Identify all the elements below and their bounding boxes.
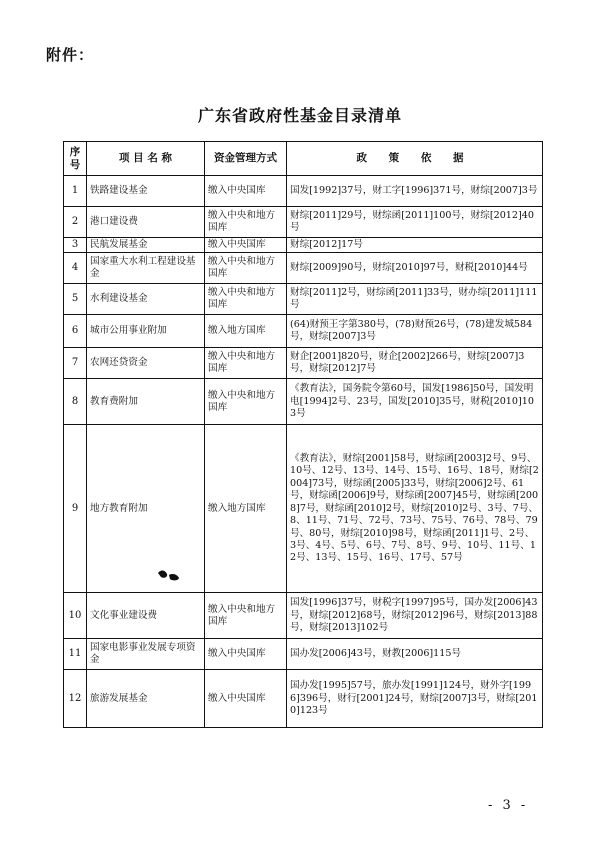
table-row — [64, 670, 543, 728]
row-name: 农网还贷资金 — [87, 348, 205, 379]
row-seq: 11 — [64, 639, 87, 670]
row-basis: 财综[2011]29号，财综函[2011]100号，财综[2012]40号 — [287, 207, 543, 238]
row-mode: 缴入中央国库 — [205, 238, 287, 253]
table-row — [64, 593, 543, 639]
row-basis: 国办发[1995]57号，旅办发[1991]124号，财外字[1996]396号，财行[2001]24号，财综[2007]3号，财综[2010]123号 — [287, 670, 543, 728]
row-basis: 《教育法》，财综[2001]58号，财综函[2003]2号、9号、10号、12号、13号、14号、15号、16号、18号，财综[2004]73号，财综函[2005]33号，财综[2006]2号、61号，财综函[2006]9号，财综函[2007]45号，财综函[2008]7号，财综函[2010]2号，财综[2010]2号、3号、7号、8、11号、71号、72号、73号、75号、76号、78号、79号、80号，财综[2010]98号，财综函[2011]1号、2号、3号、4号、5号、6号、7号、8号、9号、10号、11号、12号、13号、15号、16号、17号、57号 — [287, 425, 543, 593]
row-seq: 6 — [64, 315, 87, 348]
row-basis: 国发[1996]37号，财税字[1997]95号，国办发[2006]43号，财综[2012]68号，财综[2012]96号，财综[2013]88号，财综[2013]102号 — [287, 593, 543, 639]
row-mode: 缴入中央和地方国库 — [205, 379, 287, 425]
row-name: 国家重大水利工程建设基金 — [87, 253, 205, 284]
row-seq: 7 — [64, 348, 87, 379]
row-basis: (64)财预王字第380号，(78)财预26号，(78)建发城584号，财综[2007]3号 — [287, 315, 543, 348]
row-name: 民航发展基金 — [87, 238, 205, 253]
table-header-row — [64, 142, 543, 176]
row-seq: 1 — [64, 176, 87, 207]
row-basis: 财综[2009]90号，财综[2010]97号，财税[2010]44号 — [287, 253, 543, 284]
table-row — [64, 284, 543, 315]
row-seq: 4 — [64, 253, 87, 284]
row-mode: 缴入中央国库 — [205, 176, 287, 207]
page-number: - 3 - — [488, 798, 529, 813]
table-row — [64, 348, 543, 379]
table-row — [64, 176, 543, 207]
row-name: 城市公用事业附加 — [87, 315, 205, 348]
header-basis: 政 策 依 据 — [287, 142, 543, 176]
row-name: 铁路建设基金 — [87, 176, 205, 207]
row-basis: 财综[2011]2号，财综函[2011]33号，财办综[2011]111号 — [287, 284, 543, 315]
row-mode: 缴入中央和地方国库 — [205, 253, 287, 284]
row-basis: 国发[1992]37号，财工字[1996]371号，财综[2007]3号 — [287, 176, 543, 207]
table-row — [64, 315, 543, 348]
row-mode: 缴入中央和地方国库 — [205, 593, 287, 639]
row-seq: 2 — [64, 207, 87, 238]
header-mode: 资金管理方式 — [205, 142, 287, 176]
row-name: 教育费附加 — [87, 379, 205, 425]
row-seq: 10 — [64, 593, 87, 639]
table-row — [64, 238, 543, 253]
row-mode: 缴入中央国库 — [205, 639, 287, 670]
table-row — [64, 379, 543, 425]
row-mode: 缴入地方国库 — [205, 315, 287, 348]
table-row — [64, 207, 543, 238]
row-seq: 3 — [64, 238, 87, 253]
attachment-label: 附件： — [46, 46, 95, 64]
row-basis: 财综[2012]17号 — [287, 238, 543, 253]
header-seq: 序号 — [64, 142, 87, 176]
row-basis: 财企[2001]820号，财企[2002]266号，财综[2007]3号，财综[2012]7号 — [287, 348, 543, 379]
row-mode: 缴入中央国库 — [205, 670, 287, 728]
row-name: 旅游发展基金 — [87, 670, 205, 728]
row-seq: 5 — [64, 284, 87, 315]
row-name: 水利建设基金 — [87, 284, 205, 315]
table-row — [64, 425, 543, 593]
table-row — [64, 253, 543, 284]
row-mode: 缴入中央和地方国库 — [205, 284, 287, 315]
row-name: 地方教育附加 — [87, 425, 205, 593]
row-mode: 缴入地方国库 — [205, 425, 287, 593]
row-seq: 8 — [64, 379, 87, 425]
row-basis: 国办发[2006]43号，财教[2006]115号 — [287, 639, 543, 670]
row-basis: 《教育法》，国务院令第60号，国发[1986]50号，国发明电[1994]2号、23号，国发[2010]35号，财税[2010]103号 — [287, 379, 543, 425]
table-row — [64, 639, 543, 670]
row-mode: 缴入中央和地方国库 — [205, 348, 287, 379]
row-seq: 12 — [64, 670, 87, 728]
header-name: 项 目 名 称 — [87, 142, 205, 176]
ink-smudge — [156, 568, 182, 582]
row-name: 国家电影事业发展专项资金 — [87, 639, 205, 670]
fund-catalog-table — [63, 141, 543, 728]
page-title: 广东省政府性基金目录清单 — [197, 106, 402, 125]
row-seq: 9 — [64, 425, 87, 593]
row-name: 港口建设费 — [87, 207, 205, 238]
row-name: 文化事业建设费 — [87, 593, 205, 639]
row-mode: 缴入中央和地方国库 — [205, 207, 287, 238]
